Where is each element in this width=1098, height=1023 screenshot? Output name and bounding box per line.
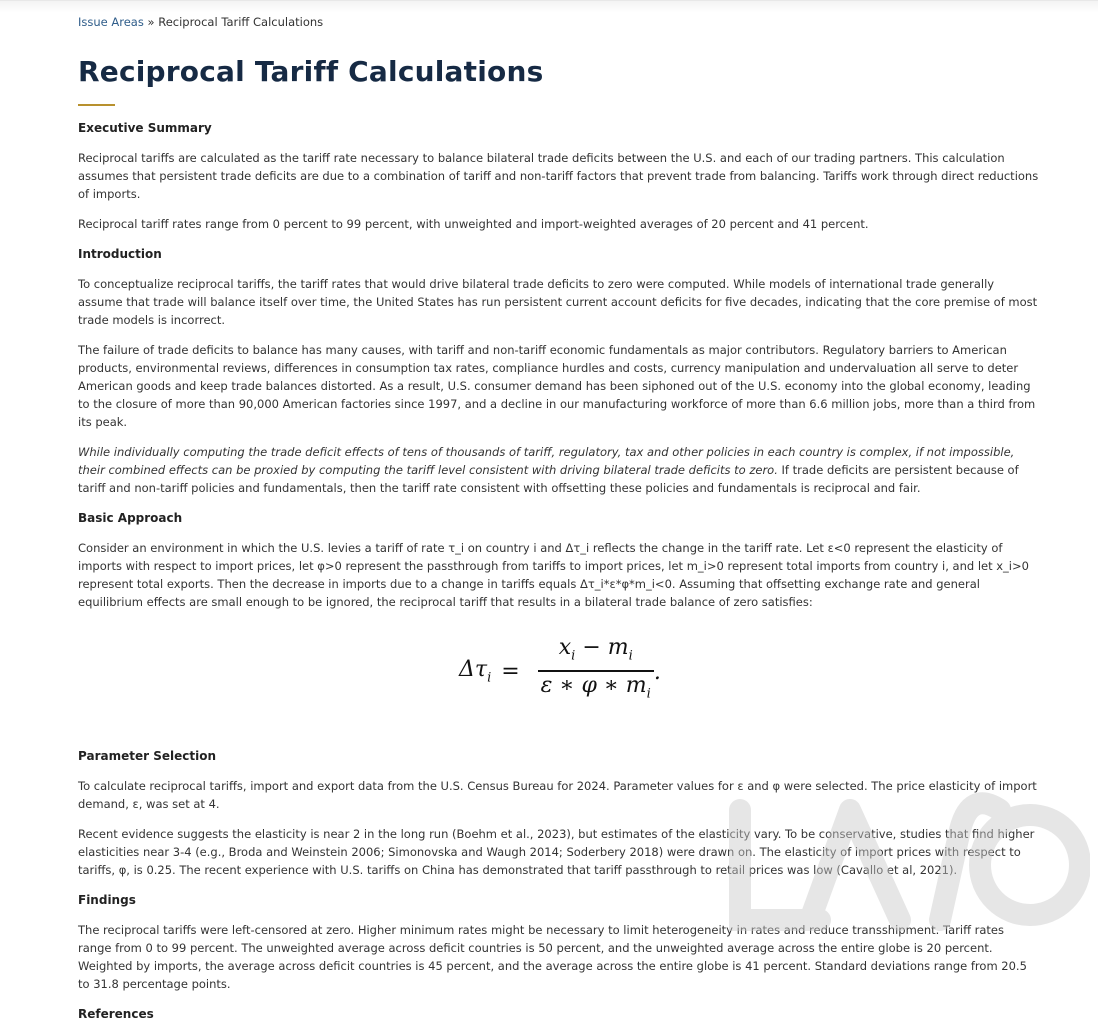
formula-times-1: ∗	[559, 672, 575, 698]
formula-num-m: m	[607, 634, 629, 660]
formula-den-phi: φ	[581, 672, 597, 698]
formula-lhs	[459, 657, 491, 685]
heading-executive-summary: Executive Summary	[78, 121, 212, 135]
title-underline	[78, 104, 115, 106]
formula-den-m: m	[625, 672, 647, 698]
findings-paragraph: The reciprocal tariffs were left-censored at zero. Higher minimum rates might be necessary to limit heterogeneity in rates and reduce transshipment. Tariff rates range from 0 to 99 percent. The unweighted average across deficit countries is 50 percent, and the unweighted average across the entire globe is 20 percent. Weighted by imports, the average across deficit countries is 45 percent, and the average across the entire globe is 41 percent. Standard deviations range from 20.5 to 31.8 percentage points.	[78, 923, 1027, 991]
formula-den-epsilon: ε	[540, 672, 553, 698]
top-shadow-bar	[0, 0, 1098, 13]
parameter-paragraph-1: To calculate reciprocal tariffs, import and export data from the U.S. Census Bureau for 2024. Parameter values for ε and φ were selected. The price elasticity of import demand, ε, was set at 4.	[78, 779, 1037, 811]
breadcrumb-current: Reciprocal Tariff Calculations	[158, 15, 324, 29]
heading-parameter-selection: Parameter Selection	[78, 749, 216, 763]
intro-paragraph-2: The failure of trade deficits to balance has many causes, with tariff and non-tariff economic fundamentals as major contributors. Regulatory barriers to American products, environmental reviews, differences in consumption tax rates, compliance hurdles and costs, currency manipulation and undervaluation all serve to deter American goods and keep trade balances distorted. As a result, U.S. consumer demand has been siphoned out of the U.S. economy into the global economy, leading to the closure of more than 90,000 American factories since 1997, and a decline in our manufacturing workforce of more than 6.6 million jobs, more than a third from its peak.	[78, 343, 1036, 429]
breadcrumb-link-issue-areas[interactable]: Issue Areas	[78, 15, 144, 29]
formula-minus: −	[582, 634, 601, 660]
breadcrumb-separator: »	[147, 15, 155, 29]
heading-basic-approach: Basic Approach	[78, 511, 183, 525]
breadcrumb	[78, 14, 1040, 30]
formula-num-x-sub: i	[571, 648, 576, 664]
formula-lhs-sub: i	[487, 670, 492, 686]
heading-references: References	[78, 1007, 154, 1021]
formula-fraction	[538, 634, 654, 708]
formula-period: .	[653, 660, 661, 685]
tariff-formula	[78, 634, 1040, 735]
intro-paragraph-1: To conceptualize reciprocal tariffs, the tariff rates that would drive bilateral trade deficits to zero were computed. While models of international trade generally assume that trade will balance itself over time, the United States has run persistent current account deficits for five decades, indicating that the core premise of most trade models is incorrect.	[78, 277, 1038, 327]
intro-paragraph-3-italic: While individually computing the trade deficit effects of tens of thousands of tariff, regulatory, tax and other policies in each country is complex, if not impossible, their combined effects can be proxied by computing the tariff level consistent with driving bilateral trade deficits to zero.	[78, 445, 1015, 477]
intro-paragraph-3	[78, 443, 1040, 497]
exec-summary-paragraph-1: Reciprocal tariffs are calculated as the tariff rate necessary to balance bilateral trade deficits between the U.S. and each of our trading partners. This calculation assumes that persistent trade deficits are due to a combination of tariff and non-tariff factors that prevent trade from balancing. Tariffs work through direct reductions of imports.	[78, 151, 1039, 201]
formula-den-m-sub: i	[646, 686, 651, 702]
formula-numerator	[556, 634, 636, 670]
formula-equals: =	[501, 658, 520, 684]
heading-introduction: Introduction	[78, 247, 162, 261]
page-title: Reciprocal Tariff Calculations	[78, 55, 544, 88]
intro-paragraph-3-rest: If trade deficits are persistent because of tariff and non-tariff policies and fundamentals, then the tariff rate consistent with offsetting these policies and fundamentals is reciprocal and fair.	[78, 463, 1019, 495]
formula-num-m-sub: i	[628, 648, 633, 664]
parameter-paragraph-2: Recent evidence suggests the elasticity is near 2 in the long run (Boehm et al., 2023), but estimates of the elasticity vary. To be conservative, studies that find higher elasticities near 3-4 (e.g., Broda and Weinstein 2006; Simonovska and Waugh 2014; Soderbery 2018) were drawn on. The elasticity of import prices with respect to tariffs, φ, is 0.25. The recent experience with U.S. tariffs on China has demonstrated that tariff passthrough to retail prices was low (Cavallo et al, 2021).	[78, 827, 1035, 877]
basic-approach-paragraph: Consider an environment in which the U.S. levies a tariff of rate τ_i on country i and Δτ_i reflects the change in the tariff rate. Let ε<0 represent the elasticity of imports with respect to import prices, let φ>0 represent the passthrough from tariffs to import prices, let m_i>0 represent total imports from country i, and let x_i>0 represent total exports. Then the decrease in imports due to a change in tariffs equals Δτ_i*ε*φ*m_i<0. Assuming that offsetting exchange rate and general equilibrium effects are small enough to be ignored, the reciprocal tariff that results in a bilateral trade balance of zero satisfies:	[78, 541, 1029, 609]
exec-summary-paragraph-2: Reciprocal tariff rates range from 0 percent to 99 percent, with unweighted and import-weighted averages of 20 percent and 41 percent.	[78, 217, 869, 231]
formula-num-x: x	[558, 634, 572, 660]
formula-denominator	[538, 672, 654, 708]
formula-body	[459, 634, 661, 703]
formula-delta-tau: Δτ	[459, 656, 488, 682]
formula-times-2: ∗	[603, 672, 619, 698]
heading-findings: Findings	[78, 893, 136, 907]
article	[78, 14, 1040, 1023]
